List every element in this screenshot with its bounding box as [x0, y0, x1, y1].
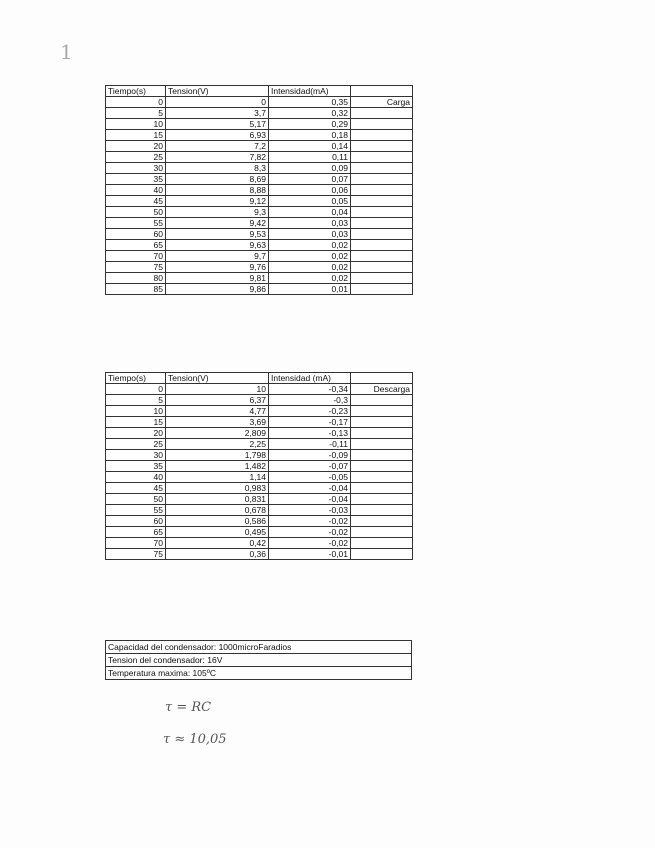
- charge-time-cell: 65: [106, 240, 166, 251]
- discharge-time-cell: 20: [106, 428, 166, 439]
- discharge-time-cell: 35: [106, 461, 166, 472]
- discharge-current-cell: -0,3: [269, 395, 351, 406]
- discharge-row: [106, 549, 413, 560]
- charge-current-cell: 0,07: [269, 174, 351, 185]
- charge-voltage-cell: 9,63: [166, 240, 269, 251]
- discharge-row: [106, 406, 413, 417]
- charge-current-cell: 0,35: [269, 97, 351, 108]
- discharge-time-cell: 55: [106, 505, 166, 516]
- discharge-time-cell: 0: [106, 384, 166, 395]
- discharge-header-spacer: [351, 373, 413, 384]
- charge-voltage-cell: 9,42: [166, 218, 269, 229]
- discharge-spacer: [351, 428, 413, 439]
- charge-current-cell: 0,32: [269, 108, 351, 119]
- discharge-time-cell: 45: [106, 483, 166, 494]
- discharge-tag: Descarga: [351, 384, 413, 395]
- charge-time-cell: 30: [106, 163, 166, 174]
- charge-spacer: [351, 152, 413, 163]
- charge-row: [106, 273, 413, 284]
- discharge-spacer: [351, 494, 413, 505]
- charge-header-row: [106, 86, 413, 97]
- charge-row: [106, 251, 413, 262]
- charge-spacer: [351, 196, 413, 207]
- charge-voltage-cell: 9,12: [166, 196, 269, 207]
- charge-voltage-cell: 0: [166, 97, 269, 108]
- charge-current-cell: 0,09: [269, 163, 351, 174]
- charge-current-cell: 0,02: [269, 240, 351, 251]
- discharge-time-cell: 60: [106, 516, 166, 527]
- charge-voltage-cell: 3,7: [166, 108, 269, 119]
- charge-row: [106, 185, 413, 196]
- discharge-time-cell: 75: [106, 549, 166, 560]
- discharge-row: [106, 439, 413, 450]
- discharge-current-cell: -0,09: [269, 450, 351, 461]
- charge-voltage-cell: 8,88: [166, 185, 269, 196]
- discharge-header-time: Tiempo(s): [106, 373, 166, 384]
- charge-spacer: [351, 130, 413, 141]
- discharge-voltage-cell: 0,983: [166, 483, 269, 494]
- charge-spacer: [351, 251, 413, 262]
- charge-voltage-cell: 9,81: [166, 273, 269, 284]
- charge-spacer: [351, 207, 413, 218]
- discharge-spacer: [351, 538, 413, 549]
- discharge-time-cell: 25: [106, 439, 166, 450]
- discharge-row: [106, 428, 413, 439]
- discharge-current-cell: -0,02: [269, 516, 351, 527]
- info-voltage: Tension del condensador: 16V: [106, 654, 412, 667]
- info-capacity: Capacidad del condensador: 1000microFaradios: [106, 641, 412, 654]
- discharge-spacer: [351, 439, 413, 450]
- discharge-spacer: [351, 461, 413, 472]
- charge-time-cell: 0: [106, 97, 166, 108]
- charge-time-cell: 75: [106, 262, 166, 273]
- charge-row: [106, 262, 413, 273]
- charge-voltage-cell: 6,93: [166, 130, 269, 141]
- discharge-row: [106, 461, 413, 472]
- charge-spacer: [351, 284, 413, 295]
- info-temperature: Temperatura maxima: 105ºC: [106, 667, 412, 680]
- charge-voltage-cell: 9,86: [166, 284, 269, 295]
- charge-current-cell: 0,06: [269, 185, 351, 196]
- charge-row: [106, 207, 413, 218]
- charge-current-cell: 0,02: [269, 251, 351, 262]
- discharge-voltage-cell: 0,678: [166, 505, 269, 516]
- charge-time-cell: 10: [106, 119, 166, 130]
- discharge-spacer: [351, 549, 413, 560]
- discharge-header-current: Intensidad (mA): [269, 373, 351, 384]
- discharge-current-cell: -0,02: [269, 538, 351, 549]
- discharge-time-cell: 50: [106, 494, 166, 505]
- discharge-voltage-cell: 0,831: [166, 494, 269, 505]
- discharge-current-cell: -0,01: [269, 549, 351, 560]
- charge-time-cell: 70: [106, 251, 166, 262]
- charge-voltage-cell: 8,69: [166, 174, 269, 185]
- charge-spacer: [351, 119, 413, 130]
- charge-time-cell: 40: [106, 185, 166, 196]
- discharge-spacer: [351, 406, 413, 417]
- charge-spacer: [351, 262, 413, 273]
- discharge-current-cell: -0,13: [269, 428, 351, 439]
- discharge-current-cell: -0,23: [269, 406, 351, 417]
- discharge-current-cell: -0,05: [269, 472, 351, 483]
- discharge-current-cell: -0,04: [269, 494, 351, 505]
- charge-header-time: Tiempo(s): [106, 86, 166, 97]
- discharge-row: [106, 395, 413, 406]
- discharge-spacer: [351, 395, 413, 406]
- charge-time-cell: 60: [106, 229, 166, 240]
- discharge-voltage-cell: 3,69: [166, 417, 269, 428]
- charge-header-spacer: [351, 86, 413, 97]
- charge-body: [106, 97, 413, 295]
- charge-row: [106, 196, 413, 207]
- charge-voltage-cell: 9,7: [166, 251, 269, 262]
- discharge-header-voltage: Tension(V): [166, 373, 269, 384]
- discharge-spacer: [351, 505, 413, 516]
- discharge-current-cell: -0,04: [269, 483, 351, 494]
- discharge-voltage-cell: 0,495: [166, 527, 269, 538]
- discharge-current-cell: -0,34: [269, 384, 351, 395]
- discharge-row: [106, 538, 413, 549]
- discharge-time-cell: 30: [106, 450, 166, 461]
- discharge-current-cell: -0,03: [269, 505, 351, 516]
- charge-tag: Carga: [351, 97, 413, 108]
- discharge-voltage-cell: 6,37: [166, 395, 269, 406]
- discharge-current-cell: -0,02: [269, 527, 351, 538]
- discharge-spacer: [351, 483, 413, 494]
- charge-time-cell: 55: [106, 218, 166, 229]
- charge-voltage-cell: 7,82: [166, 152, 269, 163]
- charge-row: [106, 97, 413, 108]
- charge-spacer: [351, 141, 413, 152]
- charge-time-cell: 15: [106, 130, 166, 141]
- discharge-spacer: [351, 450, 413, 461]
- discharge-voltage-cell: 1,14: [166, 472, 269, 483]
- charge-row: [106, 218, 413, 229]
- discharge-time-cell: 70: [106, 538, 166, 549]
- charge-row: [106, 152, 413, 163]
- charge-current-cell: 0,14: [269, 141, 351, 152]
- charge-current-cell: 0,02: [269, 262, 351, 273]
- charge-row: [106, 163, 413, 174]
- charge-current-cell: 0,02: [269, 273, 351, 284]
- charge-row: [106, 108, 413, 119]
- charge-row: [106, 119, 413, 130]
- charge-header-current: Intensidad(mA): [269, 86, 351, 97]
- discharge-voltage-cell: 2,809: [166, 428, 269, 439]
- charge-time-cell: 20: [106, 141, 166, 152]
- charge-current-cell: 0,18: [269, 130, 351, 141]
- charge-spacer: [351, 229, 413, 240]
- discharge-voltage-cell: 10: [166, 384, 269, 395]
- charge-spacer: [351, 273, 413, 284]
- charge-time-cell: 85: [106, 284, 166, 295]
- charge-voltage-cell: 9,53: [166, 229, 269, 240]
- charge-current-cell: 0,29: [269, 119, 351, 130]
- charge-current-cell: 0,03: [269, 218, 351, 229]
- charge-row: [106, 284, 413, 295]
- discharge-voltage-cell: 2,25: [166, 439, 269, 450]
- charge-row: [106, 229, 413, 240]
- discharge-row: [106, 384, 413, 395]
- charge-header-voltage: Tension(V): [166, 86, 269, 97]
- charge-voltage-cell: 9,3: [166, 207, 269, 218]
- discharge-voltage-cell: 4,77: [166, 406, 269, 417]
- charge-current-cell: 0,03: [269, 229, 351, 240]
- discharge-row: [106, 527, 413, 538]
- charge-time-cell: 50: [106, 207, 166, 218]
- discharge-current-cell: -0,11: [269, 439, 351, 450]
- discharge-voltage-cell: 0,42: [166, 538, 269, 549]
- charge-current-cell: 0,11: [269, 152, 351, 163]
- discharge-row: [106, 516, 413, 527]
- discharge-row: [106, 494, 413, 505]
- discharge-time-cell: 65: [106, 527, 166, 538]
- discharge-spacer: [351, 472, 413, 483]
- charge-voltage-cell: 9,76: [166, 262, 269, 273]
- charge-time-cell: 80: [106, 273, 166, 284]
- charge-spacer: [351, 174, 413, 185]
- discharge-row: [106, 450, 413, 461]
- charge-spacer: [351, 185, 413, 196]
- charge-current-cell: 0,05: [269, 196, 351, 207]
- charge-row: [106, 240, 413, 251]
- discharge-current-cell: -0,17: [269, 417, 351, 428]
- charge-voltage-cell: 5,17: [166, 119, 269, 130]
- discharge-header-row: [106, 373, 413, 384]
- charge-row: [106, 174, 413, 185]
- discharge-voltage-cell: 0,586: [166, 516, 269, 527]
- charge-current-cell: 0,01: [269, 284, 351, 295]
- discharge-table: [105, 372, 413, 560]
- charge-spacer: [351, 163, 413, 174]
- charge-voltage-cell: 7,2: [166, 141, 269, 152]
- discharge-spacer: [351, 417, 413, 428]
- charge-row: [106, 141, 413, 152]
- charge-spacer: [351, 218, 413, 229]
- discharge-row: [106, 417, 413, 428]
- discharge-row: [106, 505, 413, 516]
- discharge-body: [106, 384, 413, 560]
- page-number: 1: [60, 40, 73, 64]
- charge-voltage-cell: 8,3: [166, 163, 269, 174]
- charge-time-cell: 25: [106, 152, 166, 163]
- capacitor-info-table: [105, 640, 412, 680]
- charge-time-cell: 35: [106, 174, 166, 185]
- discharge-current-cell: -0,07: [269, 461, 351, 472]
- charge-spacer: [351, 240, 413, 251]
- charge-row: [106, 130, 413, 141]
- discharge-row: [106, 483, 413, 494]
- charge-spacer: [351, 108, 413, 119]
- discharge-time-cell: 10: [106, 406, 166, 417]
- charge-current-cell: 0,04: [269, 207, 351, 218]
- discharge-spacer: [351, 527, 413, 538]
- discharge-time-cell: 5: [106, 395, 166, 406]
- discharge-voltage-cell: 0,36: [166, 549, 269, 560]
- discharge-spacer: [351, 516, 413, 527]
- discharge-voltage-cell: 1,482: [166, 461, 269, 472]
- handwritten-formula: τ = RC: [165, 700, 212, 715]
- discharge-row: [106, 472, 413, 483]
- discharge-time-cell: 40: [106, 472, 166, 483]
- handwritten-calculation: τ ≈ 10,05: [163, 732, 227, 747]
- discharge-time-cell: 15: [106, 417, 166, 428]
- charge-table: [105, 85, 413, 295]
- discharge-voltage-cell: 1,798: [166, 450, 269, 461]
- charge-time-cell: 45: [106, 196, 166, 207]
- charge-time-cell: 5: [106, 108, 166, 119]
